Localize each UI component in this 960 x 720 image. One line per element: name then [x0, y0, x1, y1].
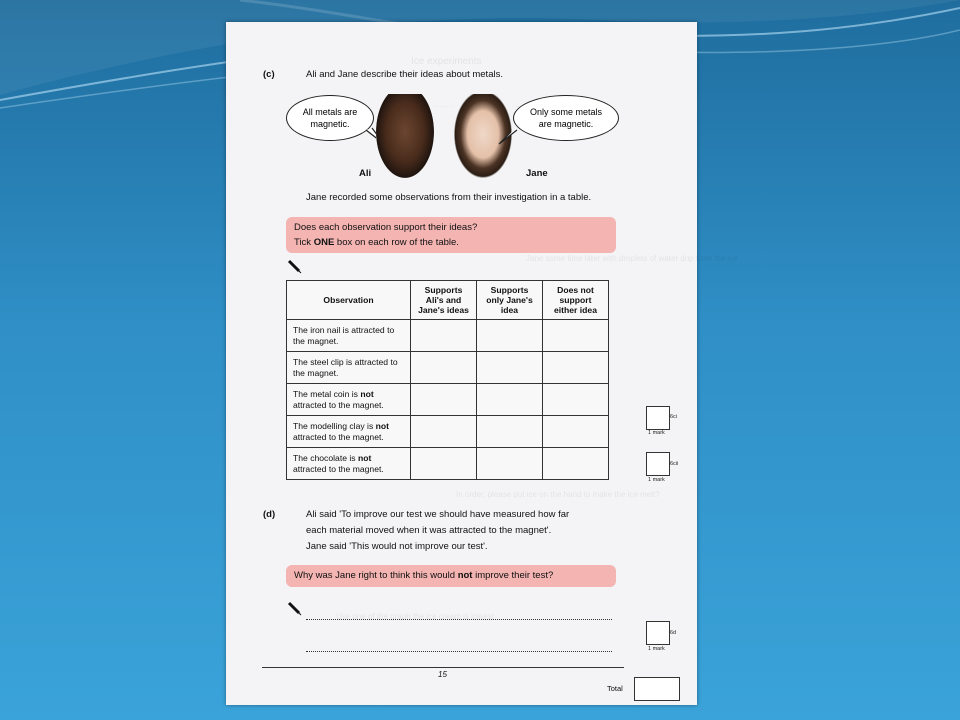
ali-bubble-text: All metals are magnetic. [302, 107, 358, 129]
tick-box[interactable] [477, 384, 543, 416]
instruction-box-c [286, 217, 616, 253]
observation-cell: The metal coin is not attracted to the magnet. [287, 384, 411, 416]
recorded-text: Jane recorded some observations from their investigation in a table. [306, 192, 592, 203]
mark-label-6cii: 1 mark [648, 477, 665, 483]
mark-code-6cii: 6cii [670, 461, 679, 467]
question-d-line-3: Jane said 'This would not improve our test'. [306, 541, 488, 552]
instruction-line-2: Tick ONE box on each row of the table. [294, 237, 459, 248]
mark-box-6cii[interactable] [646, 452, 670, 476]
header-supports-both: Supports Ali's and Jane's ideas [411, 281, 477, 320]
mark-code-6ci: 6ci [670, 414, 678, 420]
tick-box[interactable] [477, 448, 543, 480]
tick-box[interactable] [411, 416, 477, 448]
tick-box[interactable] [543, 384, 609, 416]
tick-box[interactable] [477, 416, 543, 448]
total-label: Total [607, 684, 623, 693]
observation-cell: The modelling clay is not attracted to the magnet. [287, 416, 411, 448]
page-number: 15 [438, 670, 447, 679]
tick-box[interactable] [543, 416, 609, 448]
tick-box[interactable] [477, 352, 543, 384]
table-row [287, 448, 609, 480]
observation-cell: The iron nail is attracted to the magnet. [287, 320, 411, 352]
tick-box[interactable] [543, 352, 609, 384]
tick-box[interactable] [543, 448, 609, 480]
answer-line-2[interactable] [306, 651, 612, 652]
header-supports-jane: Supports only Jane's idea [477, 281, 543, 320]
mark-code-6d: 6d [670, 630, 677, 636]
question-d-line-2: each material moved when it was attracted to the magnet'. [306, 525, 552, 536]
tick-box[interactable] [411, 448, 477, 480]
mark-label-6d: 1 mark [648, 646, 665, 652]
tick-box[interactable] [477, 320, 543, 352]
observation-cell: The chocolate is not attracted to the magnet. [287, 448, 411, 480]
mark-box-6d[interactable] [646, 621, 670, 645]
jane-bubble-tail [497, 128, 519, 148]
header-supports-neither: Does not support either idea [543, 281, 609, 320]
instruction-line-1: Does each observation support their ideas? [294, 222, 478, 233]
tick-box[interactable] [411, 352, 477, 384]
instruction-box-d: Why was Jane right to think this would not improve their test? [286, 565, 616, 587]
table-row [287, 320, 609, 352]
tick-box[interactable] [411, 384, 477, 416]
total-box[interactable] [634, 677, 680, 701]
table-row [287, 416, 609, 448]
jane-name: Jane [526, 168, 548, 179]
ali-name: Ali [359, 168, 372, 179]
tick-box[interactable] [411, 320, 477, 352]
table-row [287, 384, 609, 416]
exam-page: Ice experiments Jane some time later with droplets of water drip from the ice In order, please put ice on the hand to make the ice melt? Use one of the graph the ice cream is lowest (c) Ali and Jane describe their ideas about metals. All metals are magnetic. Ali Jane Only some metals are magnetic. Jane recorded some observations from their investigation in a table. Does each observation support their ideas? Tick ONE box on each row of the table. Observation Supports Ali's and Jane's ideas Supports only Jane's idea Does not support either idea The iron nail is attracted to the magnet. The steel clip is attracted to the magnet. The metal coin is not attracted to the magnet. The modelling clay is not attracted to the magnet. The chocolate is not attracted to the magnet. 6ci 1 mark 6cii 1 mark (d) Ali said 'To improve our test we should have measured how far each material moved when it was attracted to the magnet'. Jane said 'This would not improve our test'. Why was Jane right to think this would not improve their test? 6d 1 mark 15 Total [226, 22, 697, 705]
ali-photo [376, 94, 434, 178]
answer-line-1[interactable] [306, 619, 612, 620]
mark-box-6ci[interactable] [646, 406, 670, 430]
question-c-intro: Ali and Jane describe their ideas about metals. [306, 69, 503, 80]
footer-rule [262, 667, 624, 668]
ali-speech-bubble [286, 95, 374, 141]
tick-box[interactable] [543, 320, 609, 352]
pencil-icon [286, 258, 302, 274]
header-observation: Observation [287, 281, 411, 320]
jane-speech-bubble [513, 95, 619, 141]
pencil-icon [286, 600, 302, 616]
question-c-label: (c) [263, 69, 275, 80]
jane-bubble-text: Only some metals are magnetic. [529, 107, 603, 129]
question-d-label: (d) [263, 509, 276, 520]
observation-cell: The steel clip is attracted to the magnet. [287, 352, 411, 384]
mark-label-6ci: 1 mark [648, 430, 665, 436]
table-row [287, 352, 609, 384]
question-d-line-1: Ali said 'To improve our test we should have measured how far [306, 509, 570, 520]
observation-table [286, 280, 609, 480]
